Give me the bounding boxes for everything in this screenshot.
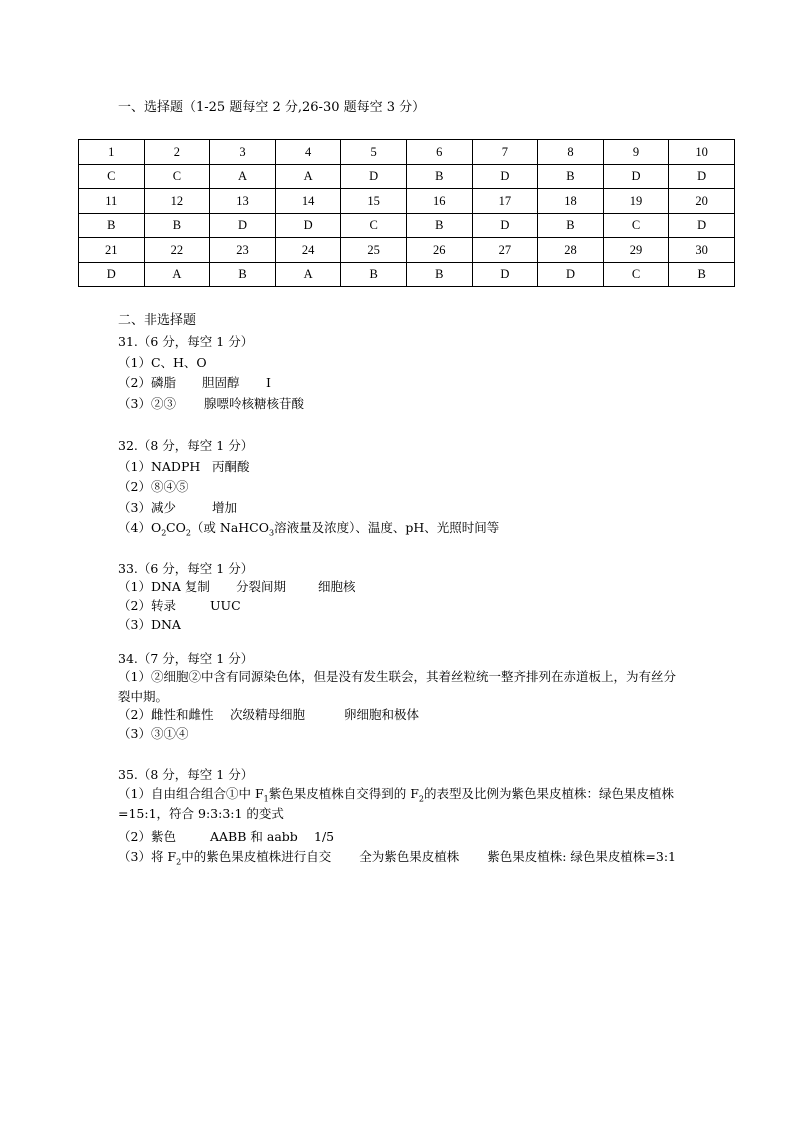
answer-cell: B (669, 262, 735, 287)
q31-answer-3 (118, 396, 304, 412)
q35-3a: （3）将 $F_2$ (118, 849, 182, 867)
question-number-cell: 18 (538, 189, 604, 214)
q32-4a: $(4)O_2$ (118, 520, 167, 538)
q33-answer-3: （3）DNA (118, 617, 181, 632)
answer-cell: D (472, 213, 538, 238)
question-number-cell: 1 (79, 140, 145, 165)
q31-heading: 31.（6 分，每空 1 分） (118, 334, 254, 349)
q31-2a: （2）磷脂 (118, 375, 176, 390)
question-number-cell: 21 (79, 238, 145, 263)
q34-answer-3: （3）③①④ (118, 726, 189, 741)
q33-2a: （2）转录 (118, 598, 176, 613)
answer-cell: B (538, 164, 604, 189)
answer-cell: B (144, 213, 210, 238)
answer-cell: B (406, 213, 472, 238)
q32-heading: 32.（8 分，每空 1 分） (118, 438, 254, 453)
q34-answer-2 (118, 707, 419, 723)
q35-1d: 的表型及比例为紫色果皮植株：绿色果皮植株=15:1，符合 9:3:3:1 的变式 (118, 786, 674, 821)
q35-answer-3 (118, 847, 688, 867)
answer-cell: D (275, 213, 341, 238)
q32-answer-2: （2）⑧④⑤ (118, 479, 189, 494)
question-number-cell: 28 (538, 238, 604, 263)
answer-row (79, 164, 735, 189)
answer-row (79, 213, 735, 238)
q34-2a: （2）雌性和雌性 (118, 707, 214, 722)
question-number-row (79, 140, 735, 165)
q32-answer-3 (118, 500, 237, 516)
answer-cell: D (669, 213, 735, 238)
question-number-cell: 6 (406, 140, 472, 165)
question-number-cell: 12 (144, 189, 210, 214)
q35-2c: 1/5 (314, 829, 335, 844)
question-number-cell: 14 (275, 189, 341, 214)
question-number-cell: 30 (669, 238, 735, 263)
q35-answer-1 (118, 784, 688, 824)
answer-cell: A (275, 164, 341, 189)
q33-1c: 细胞核 (318, 579, 356, 594)
question-number-cell: 23 (210, 238, 276, 263)
q31-answer-1: （1）C、H、O (118, 355, 207, 370)
q35-3b: 中的紫色果皮植株进行自交 (181, 849, 332, 864)
q34-2b: 次级精母细胞 (230, 707, 306, 722)
q34-1b: 细胞②中含有同源染色体，但是没有发生联会，其着丝粒统一整齐排列在赤道板上，为有丝分裂中期。 (118, 669, 676, 704)
question-number-cell: 8 (538, 140, 604, 165)
q32-1a: （1）NADPH (118, 459, 201, 474)
question-number-cell: 15 (341, 189, 407, 214)
question-number-cell: 2 (144, 140, 210, 165)
mc-section-title: 一、选择题（1-25 题每空 2 分,26-30 题每空 3 分） (118, 100, 426, 115)
answer-cell: C (79, 164, 145, 189)
q32-3a: （3）减少 (118, 500, 176, 515)
q35-1a: （1）自由组合 (118, 786, 201, 801)
q31-3a: （3）②③ (118, 396, 176, 411)
question-number-row (79, 189, 735, 214)
q33-2b: UUC (210, 598, 241, 613)
question-number-cell: 11 (79, 189, 145, 214)
answer-row (79, 262, 735, 287)
answer-cell: D (669, 164, 735, 189)
q35-2a: （2）紫色 (118, 829, 176, 844)
answer-cell: B (538, 213, 604, 238)
q35-3c: 全为紫色果皮植株 (359, 849, 460, 864)
q33-1a: （1）DNA 复制 (118, 579, 210, 594)
answer-cell: D (603, 164, 669, 189)
q34-heading: 34.（7 分，每空 1 分） (118, 651, 254, 666)
answer-cell: D (341, 164, 407, 189)
answer-cell: C (603, 262, 669, 287)
q33-answer-1 (118, 579, 356, 595)
q32-answer-4 (118, 520, 499, 536)
q35-3d: 紫色果皮植株: 绿色果皮植株=3:1 (487, 849, 677, 864)
q34-2c: 卵细胞和极体 (344, 707, 420, 722)
q32-3b: 增加 (212, 500, 238, 515)
q32-answer-1 (118, 459, 250, 475)
q35-2b: AABB 和 aabb (210, 829, 298, 844)
q31-3b: 腺嘌呤核糖核苷酸 (204, 396, 305, 411)
q35-answer-2 (118, 829, 334, 845)
question-number-cell: 16 (406, 189, 472, 214)
q32-4b: $CO_2$ (166, 520, 191, 538)
q34-1a: （1）② (118, 669, 164, 684)
q33-1b: 分裂间期 (236, 579, 287, 594)
q35-heading: 35.（8 分，每空 1 分） (118, 767, 254, 782)
answer-cell: A (210, 164, 276, 189)
answer-cell: D (79, 262, 145, 287)
question-number-row (79, 238, 735, 263)
answer-cell: C (341, 213, 407, 238)
question-number-cell: 4 (275, 140, 341, 165)
answer-cell: D (472, 262, 538, 287)
q33-heading: 33.（6 分，每空 1 分） (118, 561, 254, 576)
answer-cell: D (472, 164, 538, 189)
answer-cell: B (406, 262, 472, 287)
question-number-cell: 19 (603, 189, 669, 214)
question-number-cell: 17 (472, 189, 538, 214)
answer-cell: B (341, 262, 407, 287)
question-number-cell: 13 (210, 189, 276, 214)
question-number-cell: 29 (603, 238, 669, 263)
mc-answer-table (78, 139, 735, 287)
answer-cell: A (275, 262, 341, 287)
q32-1b: 丙酮酸 (212, 459, 250, 474)
question-number-cell: 3 (210, 140, 276, 165)
q31-2c: I (266, 375, 271, 390)
q32-4c: （或 NaHCO$_3$ (190, 520, 275, 538)
question-number-cell: 27 (472, 238, 538, 263)
nonmc-section-title: 二、非选择题 (118, 313, 197, 328)
q33-answer-2 (118, 598, 241, 614)
question-number-cell: 25 (341, 238, 407, 263)
answer-cell: C (603, 213, 669, 238)
question-number-cell: 10 (669, 140, 735, 165)
q31-answer-2 (118, 375, 271, 391)
answer-cell: D (538, 262, 604, 287)
question-number-cell: 22 (144, 238, 210, 263)
q32-4d: 溶液量及浓度）、温度、pH、光照时间等 (274, 520, 500, 535)
answer-cell: D (210, 213, 276, 238)
answer-cell: B (210, 262, 276, 287)
question-number-cell: 24 (275, 238, 341, 263)
q34-answer-1 (118, 667, 688, 707)
question-number-cell: 26 (406, 238, 472, 263)
question-number-cell: 9 (603, 140, 669, 165)
q31-2b: 胆固醇 (202, 375, 240, 390)
answer-cell: A (144, 262, 210, 287)
q35-1b: 组合①中 $F_1$ (200, 786, 269, 804)
answer-cell: B (79, 213, 145, 238)
answer-cell: B (406, 164, 472, 189)
question-number-cell: 7 (472, 140, 538, 165)
question-number-cell: 5 (341, 140, 407, 165)
q35-1c: 紫色果皮植株自交得到的 $F_2$ (268, 786, 424, 804)
answer-cell: C (144, 164, 210, 189)
question-number-cell: 20 (669, 189, 735, 214)
